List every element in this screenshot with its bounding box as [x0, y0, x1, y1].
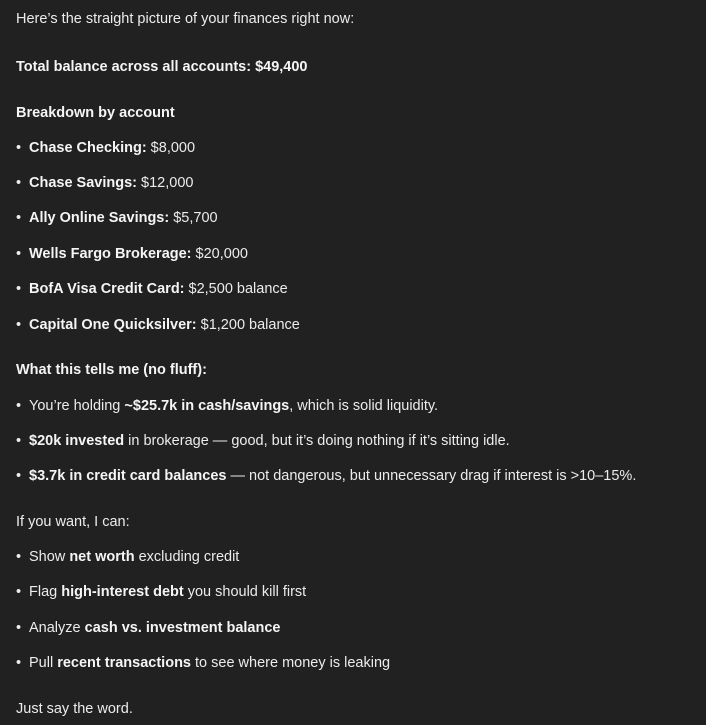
bullet-icon: •	[16, 549, 22, 565]
bullet-icon: •	[16, 398, 22, 414]
account-name: Chase Checking:	[29, 140, 147, 156]
account-name: Capital One Quicksilver:	[29, 317, 197, 333]
closing-text: Just say the word.	[16, 701, 133, 717]
list-item	[16, 618, 280, 638]
bullet-icon: •	[16, 620, 22, 636]
list-item	[16, 466, 636, 486]
bullet-icon: •	[16, 175, 22, 191]
account-name: Wells Fargo Brokerage:	[29, 246, 192, 262]
account-value: $2,500 balance	[184, 281, 288, 297]
list-item	[16, 315, 300, 335]
total-balance: Total balance across all accounts: $49,400	[16, 59, 308, 75]
item-text: Show	[29, 549, 70, 565]
item-emphasis: $20k invested	[29, 433, 125, 449]
bullet-icon: •	[16, 433, 22, 449]
bullet-icon: •	[16, 140, 22, 156]
item-text: in brokerage — good, but it’s doing nothing if it’s sitting idle.	[124, 433, 510, 449]
account-value: $20,000	[191, 246, 248, 262]
list-item	[16, 396, 438, 416]
item-emphasis: $3.7k in credit card balances	[29, 468, 227, 484]
item-emphasis: net worth	[69, 549, 135, 565]
list-item	[16, 138, 195, 158]
bullet-icon: •	[16, 210, 22, 226]
list-item	[16, 173, 193, 193]
bullet-icon: •	[16, 468, 22, 484]
bullet-icon: •	[16, 246, 22, 262]
account-value: $12,000	[137, 175, 194, 191]
list-item	[16, 582, 306, 602]
account-name: Ally Online Savings:	[29, 210, 170, 226]
item-text: — not dangerous, but unnecessary drag if interest is >10–15%.	[226, 468, 637, 484]
account-value: $5,700	[169, 210, 218, 226]
breakdown-heading: Breakdown by account	[16, 105, 175, 121]
analysis-heading: What this tells me (no fluff):	[16, 362, 207, 378]
item-text: excluding credit	[134, 549, 240, 565]
item-emphasis: high-interest debt	[61, 584, 184, 600]
account-name: Chase Savings:	[29, 175, 137, 191]
item-text: to see where money is leaking	[191, 655, 391, 671]
account-value: $8,000	[146, 140, 196, 156]
item-emphasis: ~$25.7k in cash/savings	[124, 398, 290, 414]
item-text: Pull	[29, 655, 58, 671]
intro-text: Here’s the straight picture of your finances right now:	[16, 11, 355, 27]
list-item	[16, 653, 390, 673]
item-emphasis: recent transactions	[57, 655, 191, 671]
offers-heading: If you want, I can:	[16, 514, 130, 530]
bullet-icon: •	[16, 584, 22, 600]
list-item	[16, 431, 510, 451]
list-item	[16, 208, 218, 228]
item-emphasis: cash vs. investment balance	[84, 620, 281, 636]
bullet-icon: •	[16, 655, 22, 671]
list-item	[16, 547, 239, 567]
item-text: Analyze	[29, 620, 85, 636]
bullet-icon: •	[16, 317, 22, 333]
list-item	[16, 279, 288, 299]
item-text: , which is solid liquidity.	[289, 398, 439, 414]
account-value: $1,200 balance	[196, 317, 300, 333]
bullet-icon: •	[16, 281, 22, 297]
item-text: you should kill first	[183, 584, 307, 600]
item-text: You’re holding	[29, 398, 125, 414]
list-item	[16, 244, 248, 264]
account-name: BofA Visa Credit Card:	[29, 281, 185, 297]
item-text: Flag	[29, 584, 62, 600]
